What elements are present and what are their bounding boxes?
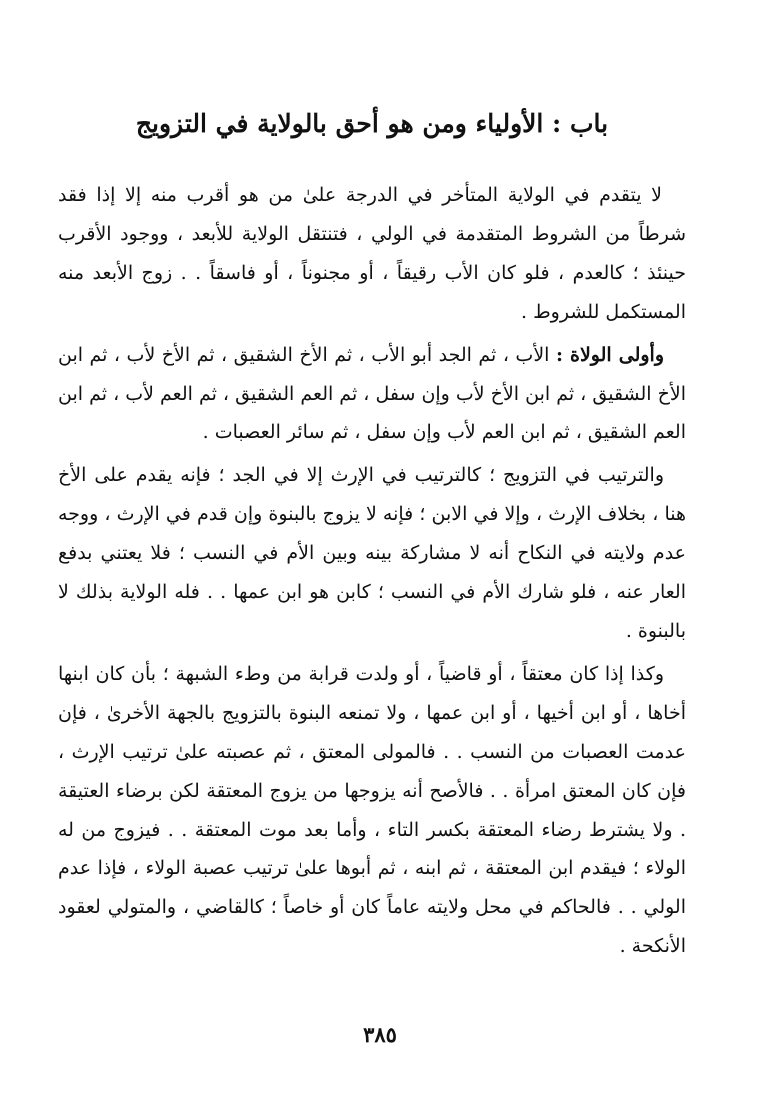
paragraph-2-lead: وأولى الولاة : xyxy=(555,343,665,366)
paragraph-4-text: وكذا إذا كان معتقاً ، أو قاضياً ، أو ولدت قرابة من وطء الشبهة ؛ بأن كان ابنها أخاها ، أو ابن أخيها ، أو ابن عمها ، ولا تمنعه البنوة بالتزويج بالجهة الأخرىٰ ، فإن عدمت العصبات من النسب . . فالمولى المعتق ، ثم عصبته علىٰ ترتيب الإرث ، فإن كان المعتق امرأة . . فالأصح أنه يزوجها من يزوج المعتقة لكن برضاء العتيقة . ولا يشترط رضاء المعتقة بكسر التاء ، وأما بعد موت المعتقة . . فيزوج من له الولاء ؛ فيقدم ابن المعتقة ، ثم ابنه ، ثم أبوها علىٰ ترتيب عصبة الولاء ، فإذا عدم الولي . . فالحاكم في محل ولايته عاماً كان أو خاصاً ؛ كالقاضي ، والمتولي لعقود الأنكحة . xyxy=(58,662,686,958)
paragraph-3-text: والترتيب في التزويج ؛ كالترتيب في الإرث إلا في الجد ؛ فإنه يقدم على الأخ هنا ، بخلاف الإرث ، وإلا في الابن ؛ فإنه لا يزوج بالبنوة وإن قدم في الإرث ، ووجه عدم ولايته في النكاح أنه لا مشاركة بينه وبين الأم في النسب ؛ فلا يعتني بدفع العار عنه ، فلو شارك الأم في النسب ؛ كابن هو ابن عمها . . فله الولاية بذلك لا بالبنوة . xyxy=(58,464,686,642)
paragraph-1 xyxy=(58,176,686,332)
paragraph-3 xyxy=(58,456,686,651)
body-text xyxy=(58,176,686,966)
page-number: ٣٨٥ xyxy=(363,1022,397,1047)
paragraph-4 xyxy=(58,655,686,966)
chapter-title: باب : الأولياء ومن هو أحق بالولاية في التزويج xyxy=(135,109,609,138)
paragraph-2-text: الأب ، ثم الجد أبو الأب ، ثم الأخ الشقيق ، ثم الأخ لأب ، ثم ابن الأخ الشقيق ، ثم ابن الأخ لأب وإن سفل ، ثم العم الشقيق ، ثم العم لأب ، ثم ابن العم الشقيق ، ثم ابن العم لأب وإن سفل ، ثم سائر العصبات . xyxy=(58,343,686,444)
paragraph-1-text: لا يتقدم في الولاية المتأخر في الدرجة علىٰ من هو أقرب منه إلا إذا فقد شرطاً من الشروط المتقدمة في الولي ، فتنتقل الولاية للأبعد ، ووجود الأقرب حينئذ ؛ كالعدم ، فلو كان الأب رقيقاً ، أو مجنوناً ، أو فاسقاً . . زوج الأبعد منه المستكمل للشروط . xyxy=(58,184,686,323)
paragraph-2 xyxy=(58,336,686,453)
